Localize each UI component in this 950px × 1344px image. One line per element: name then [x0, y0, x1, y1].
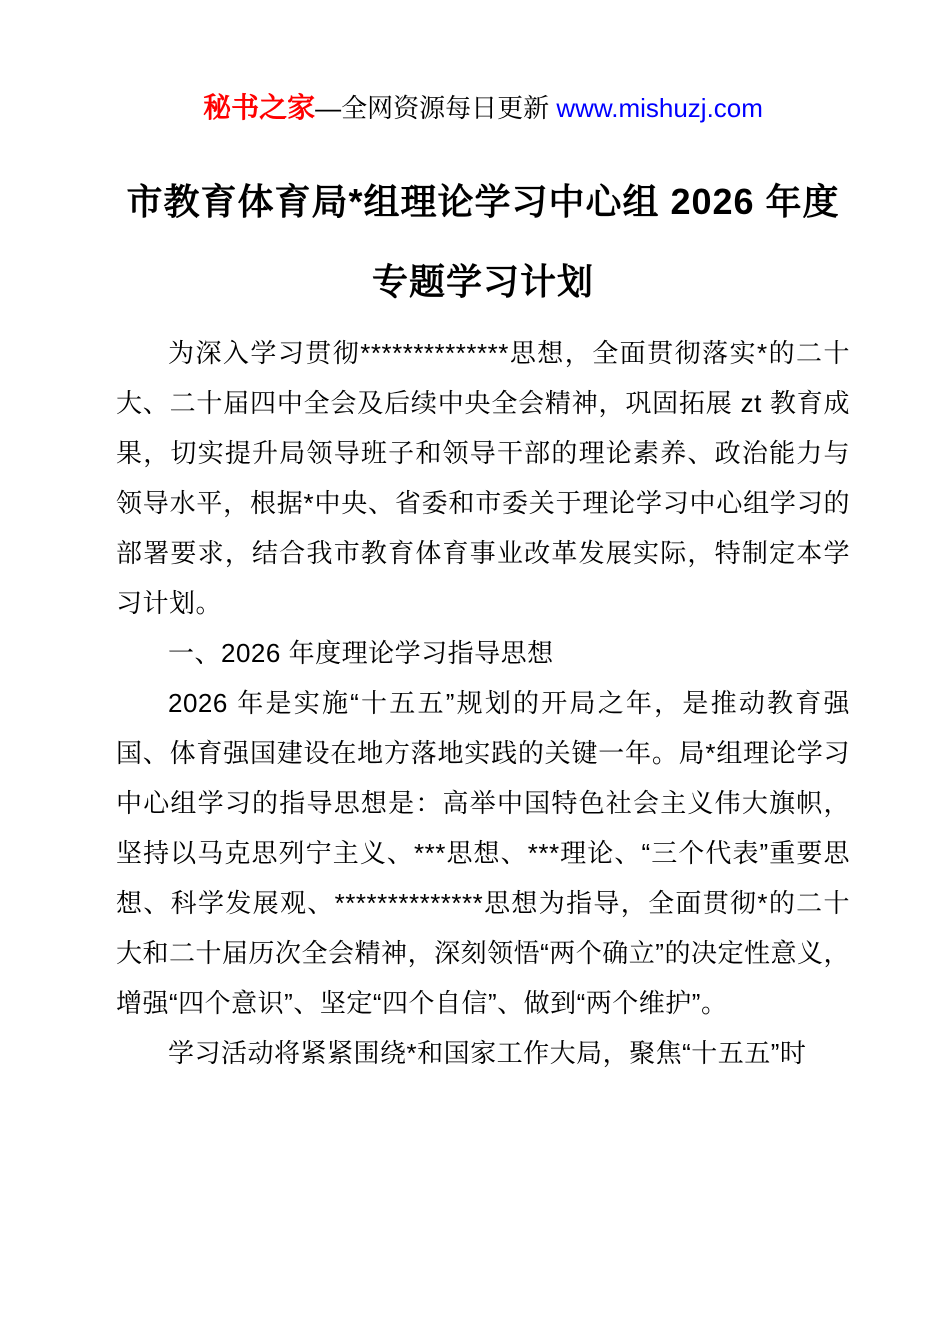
site-brand: 秘书之家 [203, 92, 316, 123]
body-paragraph-guiding-thought: 2026 年是实施“十五五”规划的开局之年，是推动教育强国、体育强国建设在地方落地实践的关键一年。局*组理论学习中心组学习的指导思想是：高举中国特色社会主义伟大旗帜，坚持以马克思列宁主义、***思想、***理论、“三个代表”重要思想、科学发展观、**************思想为指导，全面贯彻*的二十大和二十届历次全会精神，深刻领悟“两个确立”的决定性意义，增强“四个意识”、坚定“四个自信”、做到“两个维护”。 [116, 688, 850, 1018]
body-paragraph-partial-last: 学习活动将紧紧围绕*和国家工作大局，聚焦“十五五”时 [168, 1038, 807, 1068]
section-heading-1: 一、2026 年度理论学习指导思想 [168, 638, 554, 668]
document-body [116, 328, 850, 1078]
document-title-line-1: 市教育体育局*组理论学习中心组 2026 年度 [126, 181, 840, 222]
site-url-link[interactable]: www.mishuzj.com [556, 93, 763, 123]
site-header [116, 90, 850, 126]
site-tagline: —全网资源每日更新 [315, 93, 557, 123]
document-title [116, 162, 850, 322]
body-paragraph-intro: 为深入学习贯彻**************思想，全面贯彻落实*的二十大、二十届四中全会及后续中央全会精神，巩固拓展 zt 教育成果，切实提升局领导班子和领导干部的理论素养、政治能力与领导水平，根据*中央、省委和市委关于理论学习中心组学习的部署要求，结合我市教育体育事业改革发展实际，特制定本学习计划。 [116, 338, 850, 618]
document-title-line-2: 专题学习计划 [371, 261, 594, 302]
